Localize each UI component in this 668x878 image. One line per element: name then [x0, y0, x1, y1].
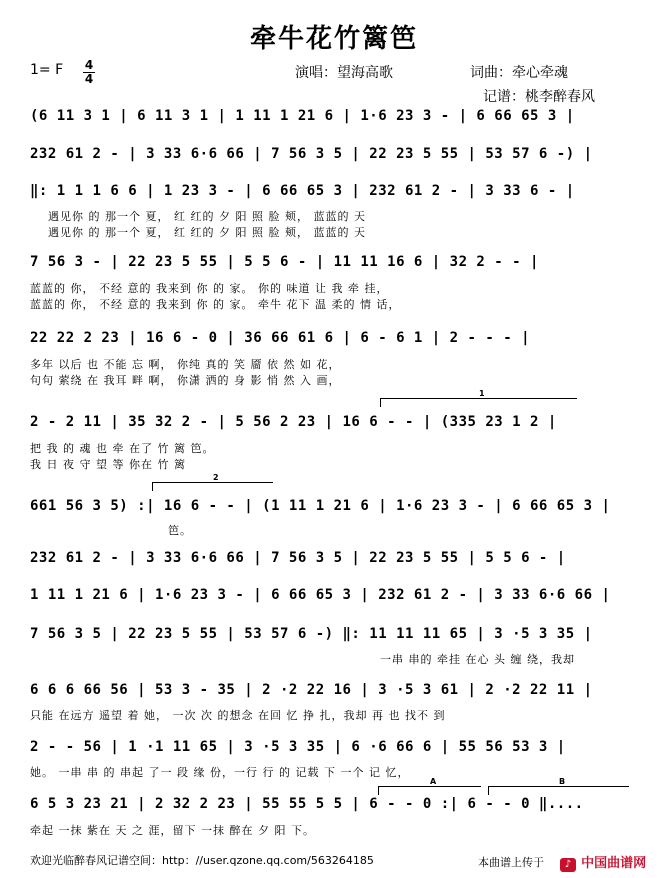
brand-logo-icon: ♪: [560, 858, 576, 872]
lyric-row-5-verse-2: 句句 萦绕 在 我耳 畔 啊， 你潇 洒的 身 影 悄 然 入 画，: [30, 374, 341, 387]
score-row-9: 1 11 1 21 6 | 1·6 23 3 - | 6 66 65 3 | 232 61 2 - | 3 33 6·6 66 |: [30, 587, 611, 603]
key-signature: 1= F: [30, 62, 64, 78]
transcriber-credit: 记谱：桃李醉春风: [483, 89, 595, 105]
time-signature: [82, 60, 96, 85]
time-signature-top: 4: [84, 58, 94, 72]
brand-name: 中国曲谱网: [581, 856, 647, 871]
score-row-7: 661 56 3 5) :| 16 6 - - | (1 11 1 21 6 | 1·6 23 3 - | 6 66 65 3 |: [30, 498, 611, 514]
lyric-row-12-verse-1: 她。 一串 串 的 串起 了一 段 缘 份，一行 行 的 记载 下 一个 记 忆，: [30, 766, 410, 779]
score-row-6: 2 - 2 11 | 35 32 2 - | 5 56 2 23 | 16 6 - - | (335 23 1 2 |: [30, 414, 557, 430]
lyric-row-6-verse-2: 我 日 夜 守 望 等 你在 竹 篱: [30, 458, 186, 471]
score-row-4: 7 56 3 - | 22 23 5 55 | 5 5 6 - | 11 11 16 6 | 32 2 - - |: [30, 254, 539, 270]
time-signature-bottom: 4: [84, 72, 94, 86]
score-row-13: 6 5 3 23 21 | 2 32 2 23 | 55 55 5 5 | 6 - - 0 :| 6 - - 0 ‖....: [30, 796, 584, 812]
score-row-11: 6 6 6 66 56 | 53 3 - 35 | 2 ·2 22 16 | 3 ·5 3 61 | 2 ·2 22 11 |: [30, 682, 593, 698]
volta-second-ending: 2: [152, 482, 273, 491]
volta-b-ending: B: [488, 786, 629, 795]
singer-credit: 演唱：望海高歌: [295, 65, 393, 81]
score-row-5: 22 22 2 23 | 16 6 - 0 | 36 66 61 6 | 6 - 6 1 | 2 - - - |: [30, 330, 531, 346]
score-row-8: 232 61 2 - | 3 33 6·6 66 | 7 56 3 5 | 22 23 5 55 | 5 5 6 - |: [30, 550, 566, 566]
lyric-row-10-verse-1: 一串 串的 牵挂 在心 头 缠 绕，我却: [380, 653, 575, 666]
lyric-row-3-verse-2: 遇见你 的 那一个 夏， 红 红的 夕 阳 照 脸 颊， 蓝蓝的 天: [48, 226, 366, 239]
lyric-row-13-verse-1: 牵起 一抹 紫在 天 之 涯，留下 一抹 醉在 夕 阳 下。: [30, 824, 315, 837]
lyric-row-11-verse-1: 只能 在远方 遥望 着 她， 一次 次 的想念 在回 忆 挣 扎，我却 再 也 找不 到: [30, 709, 446, 722]
volta-first-ending: 1: [380, 398, 577, 407]
score-row-3: ‖: 1 1 1 6 6 | 1 23 3 - | 6 66 65 3 | 232 61 2 - | 3 33 6 - |: [30, 183, 575, 199]
score-row-1: (6 11 3 1 | 6 11 3 1 | 1 11 1 21 6 | 1·6 23 3 - | 6 66 65 3 |: [30, 108, 575, 124]
footer-brand[interactable]: [560, 852, 646, 872]
lyric-row-7-verse-1: 笆。: [168, 524, 192, 537]
lyric-row-5-verse-1: 多年 以后 也 不能 忘 啊， 你纯 真的 笑 靥 依 然 如 花，: [30, 358, 341, 371]
composer-credit: 词曲：牵心牵魂: [470, 65, 568, 81]
volta-a-ending: A: [378, 786, 481, 795]
lyric-row-3-verse-1: 遇见你 的 那一个 夏， 红 红的 夕 阳 照 脸 颊， 蓝蓝的 天: [48, 210, 366, 223]
footer-uploaded-label: 本曲谱上传于: [478, 856, 544, 869]
lyric-row-6-verse-1: 把 我 的 魂 也 牵 在了 竹 篱 笆。: [30, 442, 215, 455]
score-row-12: 2 - - 56 | 1 ·1 11 65 | 3 ·5 3 35 | 6 ·6 66 6 | 55 56 53 3 |: [30, 739, 566, 755]
score-row-10: 7 56 3 5 | 22 23 5 55 | 53 57 6 -) ‖: 11 11 11 65 | 3 ·5 3 35 |: [30, 626, 593, 642]
footer-welcome: 欢迎光临醉春风记谱空间：http：//user.qzone.qq.com/563264185: [30, 854, 374, 867]
lyric-row-4-verse-2: 蓝蓝的 你， 不经 意的 我来到 你 的 家。 牵牛 花下 温 柔的 情 话，: [30, 298, 401, 311]
page-title: 牵牛花竹篱笆: [249, 24, 418, 54]
lyric-row-4-verse-1: 蓝蓝的 你， 不经 意的 我来到 你 的 家。 你的 味道 让 我 牵 挂，: [30, 282, 389, 295]
score-row-2: 232 61 2 - | 3 33 6·6 66 | 7 56 3 5 | 22 23 5 55 | 53 57 6 -) |: [30, 146, 593, 162]
